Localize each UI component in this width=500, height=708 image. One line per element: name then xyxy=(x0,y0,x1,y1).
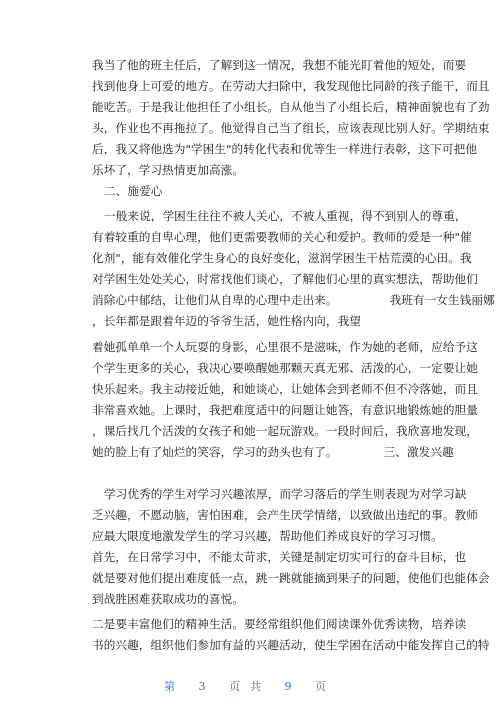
text-line xyxy=(92,445,454,459)
text-line: 我当了他的班主任后，了解到这一情况，我想不能光盯着他的短处，而要 xyxy=(92,58,467,72)
text-line: 首先，在日常学习中，不能太苛求，关键是制定切实可行的奋斗目标，也 xyxy=(92,550,467,564)
page-footer: 第 3 页共 9 页 xyxy=(164,680,336,693)
text-line xyxy=(92,293,495,307)
text-line: 就是要对他们提出难度低一点，跳一跳就能摘到果子的问题，使他们也能体会 xyxy=(92,571,490,585)
text-line: 化剂"，能有效催化学生身心的良好变化，滋润学困生干枯荒漠的心田。我 xyxy=(92,251,472,265)
text-segment: 消除心中郁结，让他们从自卑的心理中走出来。 xyxy=(92,293,338,307)
text-line: 二是要丰富他们的精神生活。要经常组织他们阅读课外优秀读物，培养读 xyxy=(92,617,467,631)
text-line: 一般来说，学困生往往不被人关心，不被人重视，得不到别人的尊重， xyxy=(104,209,467,223)
text-line: 应最大限度地激发学生的学习兴趣，帮助他们养成良好的学习习惯。 xyxy=(92,529,443,543)
text-line: 能吃苦。于是我让他担任了小组长。自从他当了小组长后，精神面貌也有了劲 xyxy=(92,100,490,114)
text-line: 找到他身上可爱的地方。在劳动大扫除中，我发现他比同龄的孩子能干，而且 xyxy=(92,79,490,93)
text-line: 着她孤单单一个人玩耍的身影，心里很不是滋味，作为她的老师，应给予这 xyxy=(92,340,478,354)
text-line: 个学生更多的关心，我决心要唤醒她那颗天真无邪、活泼的心，一定要让她 xyxy=(92,361,478,375)
text-line: 快乐起来。我主动接近她，和她谈心，让她体会到老师不但不冷落她，而且 xyxy=(92,382,478,396)
section-heading: 三、激发兴趣 xyxy=(383,445,454,459)
section-heading: 二、施爱心 xyxy=(104,184,163,198)
text-line: 到战胜困难获取成功的喜悦。 xyxy=(92,592,245,606)
text-line: 后，我又将他选为"学困生"的转化代表和优等生一样进行表彰，这下可把他 xyxy=(92,142,478,156)
text-line: 对学困生处处关心，时常找他们谈心，了解他们心里的真实想法，帮助他们 xyxy=(92,272,478,286)
text-line: 书的兴趣，组织他们参加有益的兴趣活动，使生学困在活动中能发挥自己的特 xyxy=(92,638,490,652)
text-line: 乏兴趣，不愿动脑，害怕困难，会产生厌学情绪，以致做出违纪的事。教师 xyxy=(92,508,478,522)
text-line: 乐坏了，学习热情更加高涨。 xyxy=(92,163,245,177)
text-line: ，课后找几个活泼的女孩子和她一起玩游戏。一段时间后，我欣喜地发现， xyxy=(92,424,478,438)
text-line: 学习优秀的学生对学习兴趣浓厚，而学习落后的学生则表现为对学习缺 xyxy=(104,487,467,501)
text-line: 非常喜欢她。上课时，我把难度适中的问题让她答，有意识地锻炼她的胆量 xyxy=(92,403,478,417)
text-line: ，长年都是跟着年迈的爷爷生活，她性格内向，我望 xyxy=(92,314,361,328)
text-line: 有着较重的自卑心理，他们更需要教师的关心和爱护。教师的爱是一种"催 xyxy=(92,230,472,244)
text-line: 头，作业也不再拖拉了。他觉得自己当了组长，应该表现比别人好。学期结束 xyxy=(92,121,490,135)
text-segment: 她的脸上有了灿烂的笑容，学习的劲头也有了。 xyxy=(92,445,338,459)
text-segment: 我班有一女生钱丽娜 xyxy=(389,293,495,307)
